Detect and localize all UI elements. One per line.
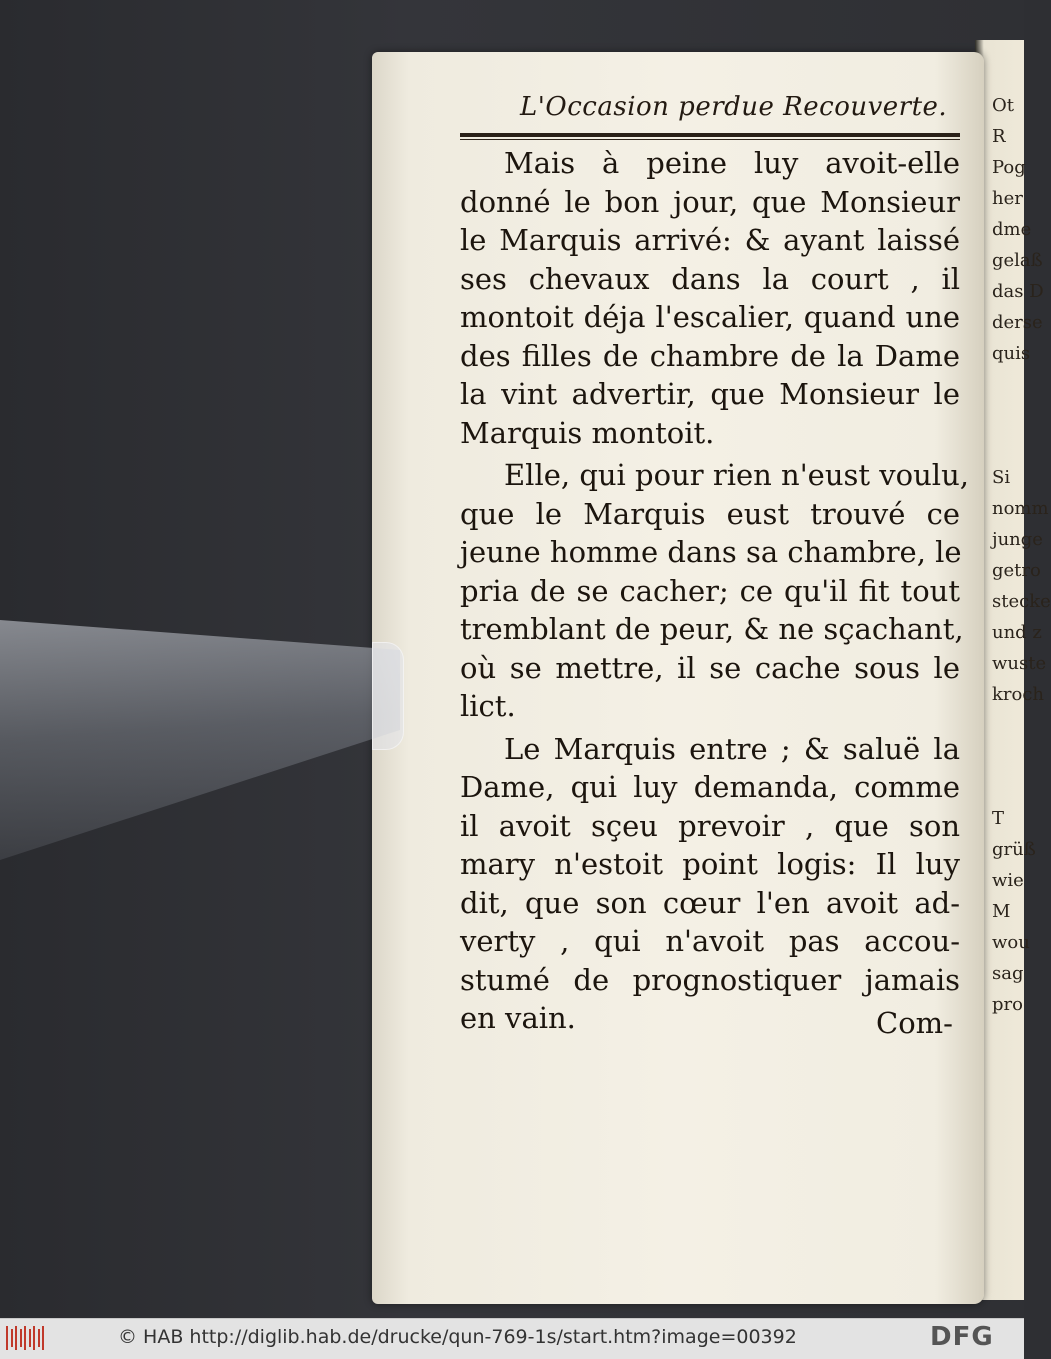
logo-bar — [42, 1326, 44, 1350]
logo-bar — [11, 1329, 13, 1347]
facing-page-fragment: Ot R Pog her dme gelaß das D derse quis Si nomm junge getro stecke und z wuste kroch T grüß wie M wou sag pro — [992, 95, 1051, 1015]
text-line: Dame, qui luy demanda, comme — [460, 770, 960, 804]
text-line: où se mettre, il se cache sous le — [460, 650, 960, 685]
text-line: tremblant de peur, & ne sçachant, — [460, 612, 964, 646]
logo-bar — [15, 1326, 17, 1350]
text-line: Marquis montoit. — [460, 415, 715, 450]
text-line: en vain. — [460, 1001, 576, 1035]
text-line: il avoit sçeu prevoir , que son — [460, 808, 960, 843]
text-line: que le Marquis eust trouvé ce — [460, 496, 960, 531]
text-line: donné le bon jour, que Monsieur — [460, 184, 960, 219]
logo-bar — [29, 1329, 31, 1347]
logo-bar — [24, 1326, 26, 1350]
page-text — [460, 144, 969, 1038]
logo-bar — [38, 1329, 40, 1347]
logo-bar — [33, 1326, 35, 1350]
catchword: Com- — [876, 1006, 953, 1040]
text-line: stumé de prognostiquer jamais — [460, 962, 960, 997]
text-line: le Marquis arrivé: & ayant laissé — [460, 223, 960, 257]
text-line: des filles de chambre de la Dame — [460, 338, 960, 373]
text-line: dit, que son cœur l'en avoit ad- — [460, 885, 960, 920]
hab-logo-icon — [6, 1326, 48, 1350]
dfg-logo: DFG — [930, 1322, 994, 1352]
text-line: jeune homme dans sa chambre, le — [460, 535, 962, 569]
text-line: Elle, qui pour rien n'eust voulu, — [504, 458, 969, 492]
head-rule-thin — [460, 139, 960, 140]
bookmark-tip — [372, 642, 404, 750]
text-line: lict. — [460, 689, 516, 723]
logo-bar — [6, 1326, 8, 1350]
running-head: L'Occasion perdue Recouverte. — [520, 92, 948, 122]
text-line: la vint advertir, que Monsieur le — [460, 377, 960, 411]
text-line: pria de se cacher; ce qu'il fit tout — [460, 573, 960, 608]
text-line: verty , qui n'avoit pas accou- — [460, 924, 960, 958]
logo-bar — [20, 1329, 22, 1347]
footer-credit-link[interactable]: © HAB http://diglib.hab.de/drucke/qun-769-1s/start.htm?image=00392 — [118, 1326, 797, 1348]
text-line: mary n'estoit point logis: Il luy — [460, 847, 960, 881]
text-line: montoit déja l'escalier, quand une — [460, 300, 960, 334]
text-line: Le Marquis entre ; & saluë la — [504, 731, 960, 766]
head-rule — [460, 133, 960, 137]
text-line: Mais à peine luy avoit-elle — [504, 146, 960, 180]
text-line: ses chevaux dans la court , il — [460, 261, 960, 296]
